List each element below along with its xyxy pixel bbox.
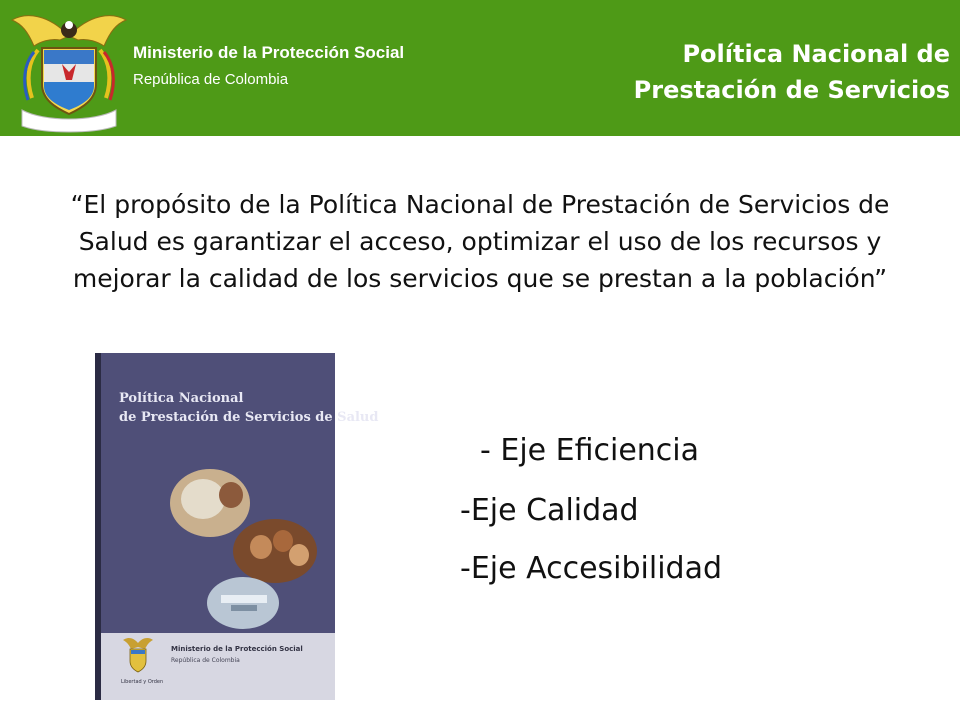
- cover-title-line-1: Política Nacional: [119, 391, 244, 406]
- cover-ministry: Ministerio de la Protección Social: [171, 645, 303, 653]
- cover-title-line-2: de Prestación de Servicios de Salud: [119, 410, 379, 425]
- document-cover-image: [95, 353, 379, 700]
- page-title-line-1: Política Nacional de: [682, 40, 950, 68]
- ministry-name: Ministerio de la Protección Social: [133, 43, 405, 62]
- page-title-line-2: Prestación de Servicios: [633, 76, 950, 104]
- axis-efficiency: - Eje Eficiencia: [480, 433, 700, 468]
- purpose-quote: “El propósito de la Política Nacional de Prestación de Servicios de Salud es garantizar el acceso, optimizar el uso de los recursos y mejorar la calidad de los servicios que se prestan a la población”: [70, 190, 890, 293]
- cover-footer: [101, 633, 335, 700]
- cover-photo-collage: [95, 443, 335, 643]
- cover-emblem-icon: [123, 637, 153, 677]
- country-name: República de Colombia: [133, 71, 289, 88]
- cover-country: República de Colombia: [171, 657, 240, 664]
- cover-motto: Libertad y Orden: [121, 679, 164, 685]
- header-bar: [0, 0, 960, 136]
- coat-of-arms-icon: [8, 6, 130, 130]
- axis-accessibility: -Eje Accesibilidad: [460, 551, 723, 586]
- axis-quality: -Eje Calidad: [460, 493, 639, 528]
